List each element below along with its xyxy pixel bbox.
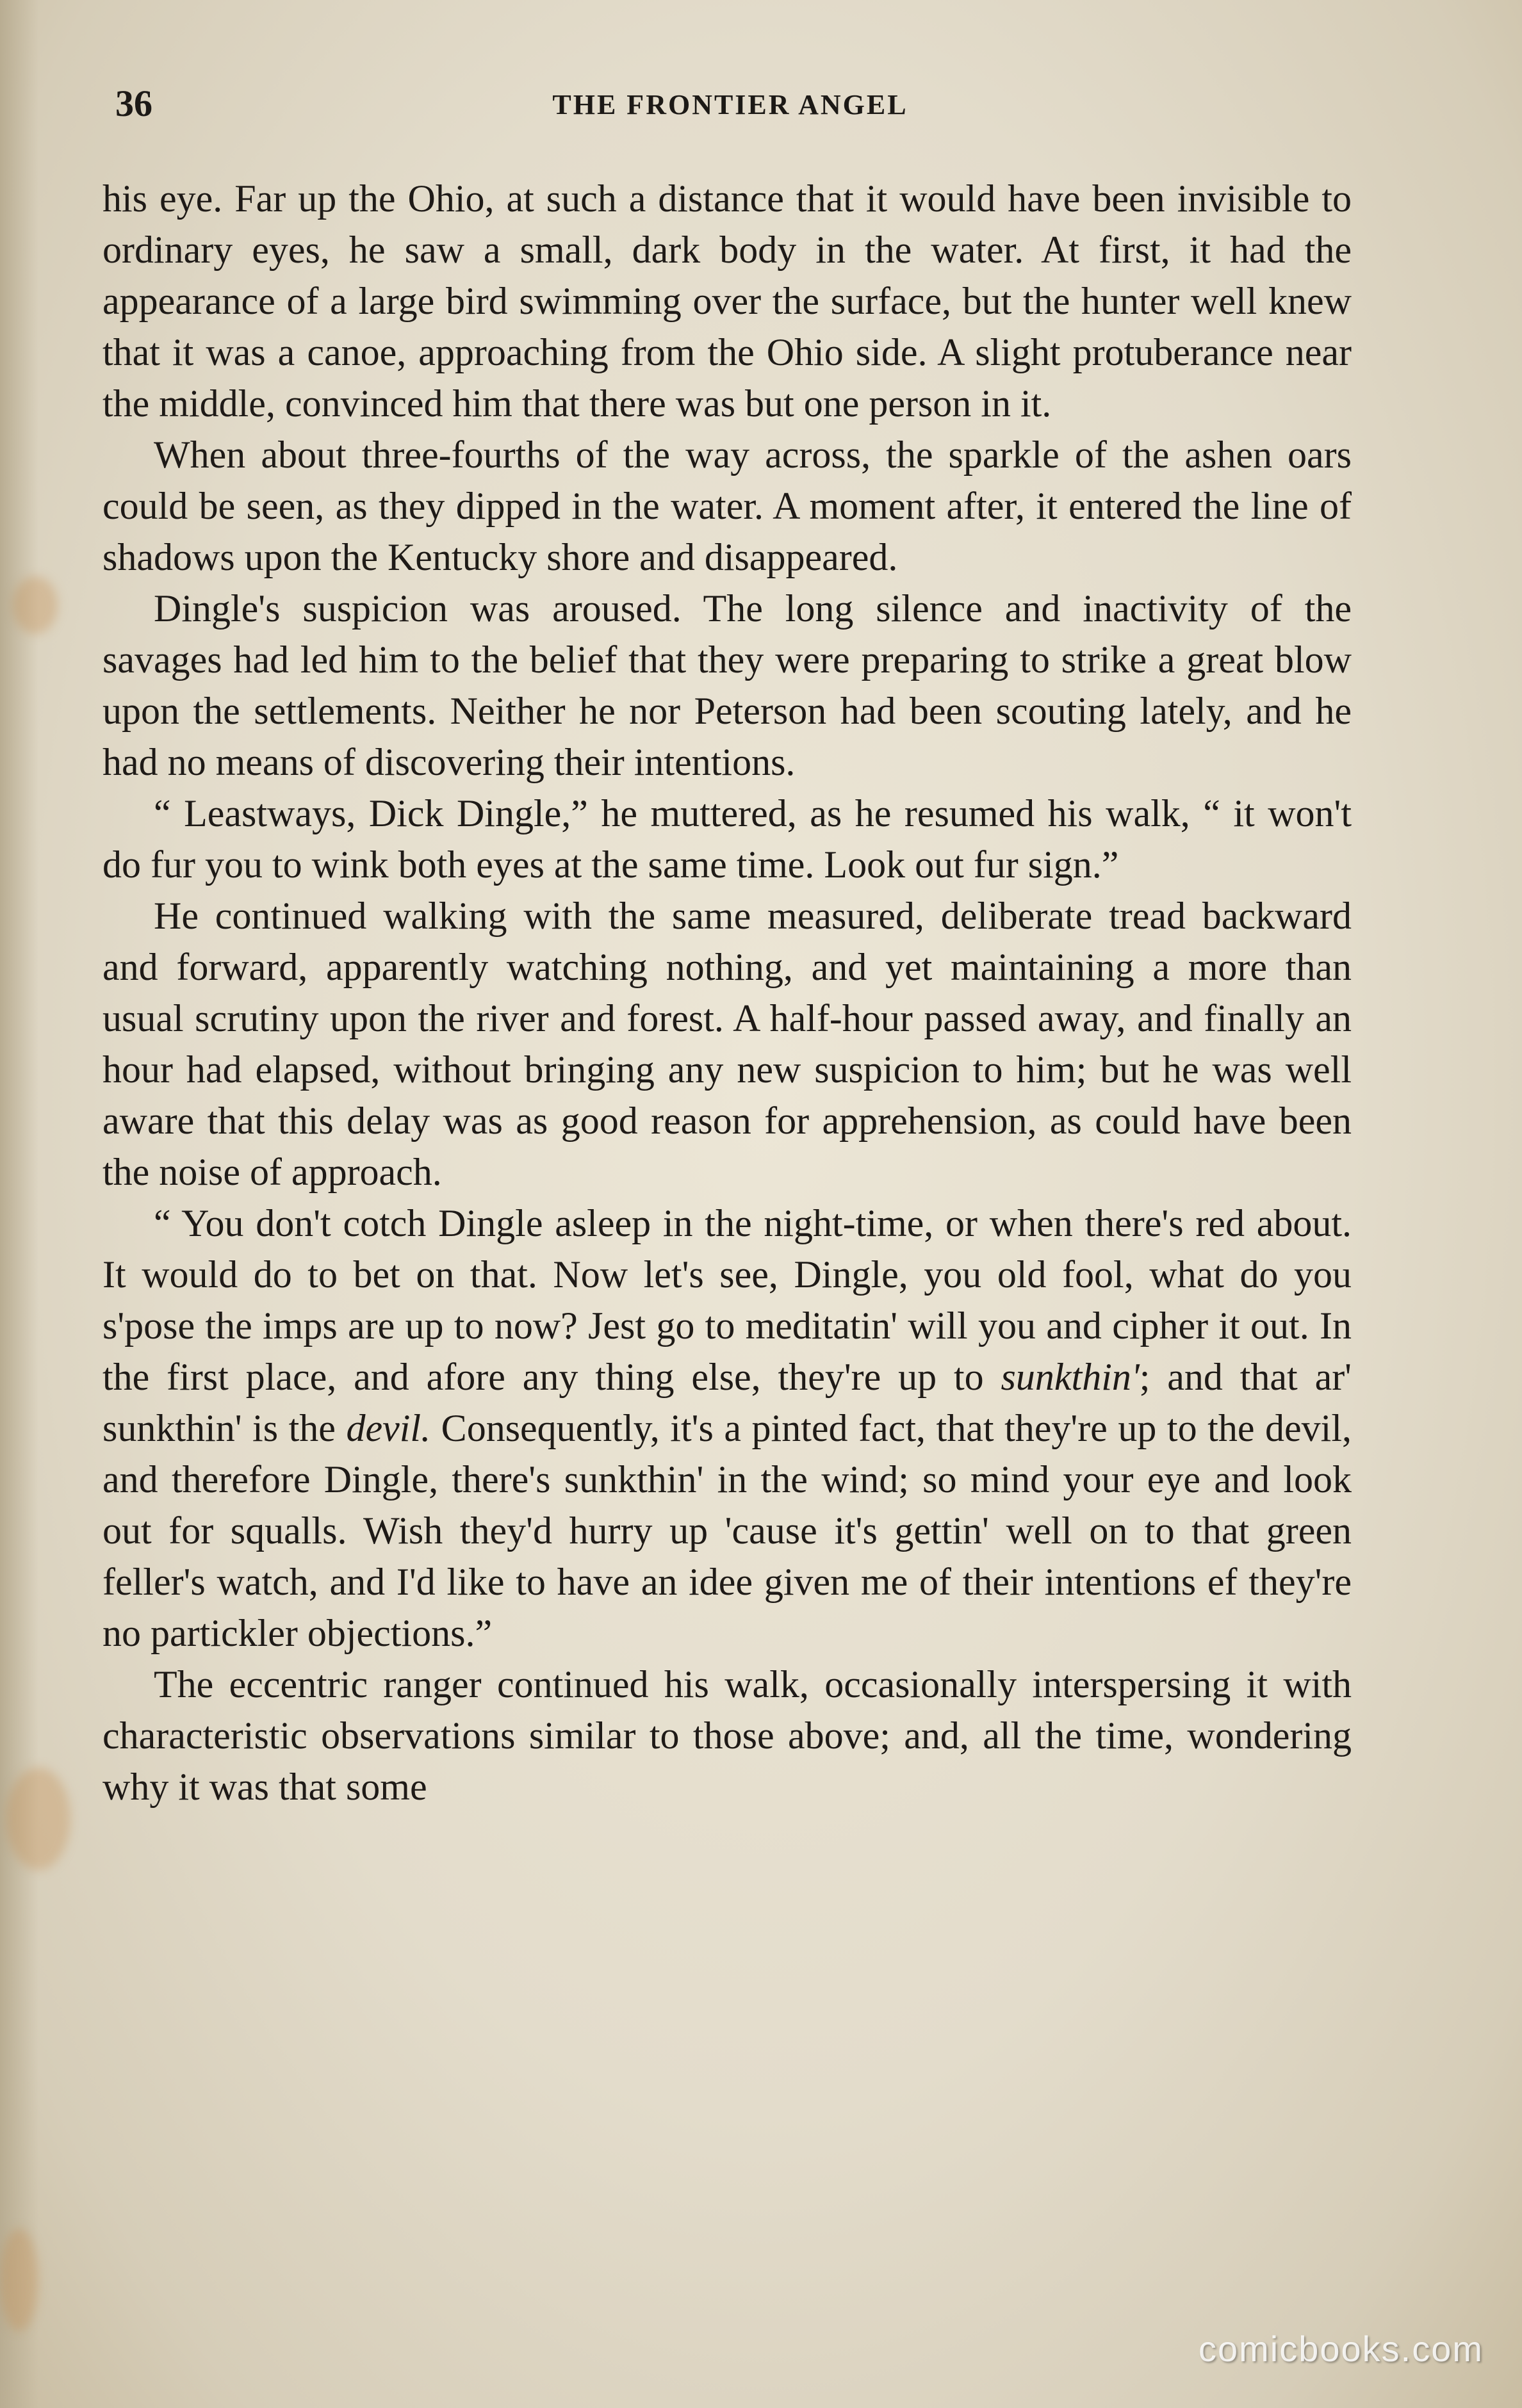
- foxing-stain: [6, 1768, 70, 1870]
- foxing-stain: [13, 576, 58, 634]
- foxing-stain: [0, 2229, 38, 2331]
- paragraph: When about three-fourths of the way across, the sparkle of the ashen oars could be seen, as they dipped in the water. A moment after, it entered the line of shadows upon the Kentucky shore and disappeared.: [102, 434, 1352, 578]
- body-text: [102, 173, 1352, 1812]
- paragraph: “ Leastways, Dick Dingle,” he muttered, as he resumed his walk, “ it won't do fur you to wink both eyes at the same time. Look out fur sign.”: [102, 792, 1352, 886]
- paragraph: [102, 1198, 1352, 1659]
- running-head: THE FRONTIER ANGEL: [552, 89, 908, 120]
- italic-word: sunkthin': [1001, 1356, 1140, 1398]
- paragraph: He continued walking with the same measured, deliberate tread backward and forward, apparently watching nothing, and yet maintaining a more than usual scrutiny upon the river and forest. A half-hour passed away, and finally an hour had elapsed, without bringing any new suspicion to him; but he was well aware that this delay was as good reason for apprehension, as could have been the noise of approach.: [102, 895, 1352, 1193]
- paragraph: The eccentric ranger continued his walk, occasionally interspersing it with characteristic observations similar to those above; and, all the time, wondering why it was that some: [102, 1663, 1352, 1808]
- paragraph: Dingle's suspicion was aroused. The long silence and inactivity of the savages had led him to the belief that they were preparing to strike a great blow upon the settlements. Neither he nor Peterson had been scouting lately, and he had no means of discovering their intentions.: [102, 587, 1352, 783]
- italic-word: devil.: [346, 1407, 431, 1449]
- paragraph-text: Consequently, it's a pinted fact, that they're up to the devil, and therefore Dingle, there's sunkthin' in the wind; so mind your eye and look out for squalls. Wish they'd hurry up 'cause it's gettin' well on to that green feller's watch, and I'd like to have an idee given me of their intentions ef they're no partickler objections.”: [102, 1407, 1352, 1654]
- paragraph-text: ; and that ar' sunkthin' is the: [102, 1356, 1352, 1449]
- page-header: [102, 77, 1358, 128]
- page-number: 36: [115, 83, 152, 124]
- paragraph: his eye. Far up the Ohio, at such a distance that it would have been invisible to ordinary eyes, he saw a small, dark body in the water. At first, it had the appearance of a large bird swimming over the surface, but the hunter well knew that it was a canoe, approaching from the Ohio side. A slight protuberance near the middle, convinced him that there was but one person in it.: [102, 177, 1352, 425]
- spine-shadow: [0, 0, 38, 2408]
- paragraph-text: “ You don't cotch Dingle asleep in the night-time, or when there's red about. It would do to bet on that. Now let's see, Dingle, you old fool, what do you s'pose the imps are up to now? Jest go to meditatin' will you and cipher it out. In the first place, and afore any thing else, they're up to: [102, 1202, 1352, 1398]
- watermark: comicbooks.com: [1198, 2329, 1484, 2369]
